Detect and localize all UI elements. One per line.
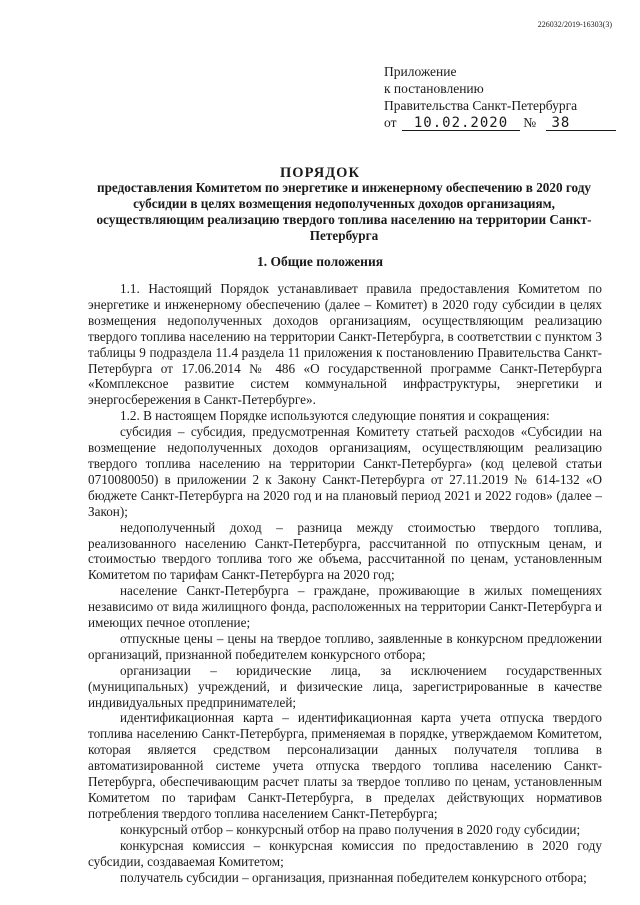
- appendix-line-2: к постановлению: [384, 81, 484, 96]
- paragraph: 1.1. Настоящий Порядок устанавливает правила предоставления Комитетом по энергетике и инженерному обеспечению (далее – Комитет) в 2020 году субсидии в целях возмещения недополученных доходов организациям, осуществляющим реализацию твердого топлива населению на территории Санкт-Петербурга, в соответствии с пунктом 3 таблицы 9 подраздела 11.4 раздела 11 приложения к постановлению Правительства Санкт-Петербурга от 17.06.2014 № 486 «О государственной программе Санкт-Петербурга «Комплексное развитие систем коммунальной инфраструктуры, энергетики и энергосбережения в Санкт-Петербурге».: [88, 281, 602, 408]
- paragraph: получатель субсидии – организация, признанная победителем конкурсного отбора;: [120, 869, 587, 885]
- paragraph: недополученный доход – разница между стоимостью твердого топлива, реализованного населению Санкт-Петербурга, рассчитанной по отпускным ценам, и стоимостью твердого топлива того же объема, рассчитанной по ценам, установленным Комитетом по тарифам Санкт-Петербурга на 2020 год;: [88, 519, 602, 583]
- document-subtitle: предоставления Комитетом по энергетике и инженерному обеспечению в 2020 году субсидии в целях возмещения недополученных доходов организациям, осуществляющим реализацию твердого топлива населению на территории Санкт-Петербурга: [96, 180, 592, 243]
- decree-date: 10.02.2020: [402, 116, 520, 131]
- document-body: [88, 281, 602, 885]
- paragraph: 1.2. В настоящем Порядке используются следующие понятия и сокращения:: [120, 408, 550, 424]
- document-title: ПОРЯДОК: [280, 165, 360, 181]
- paragraph: субсидия – субсидия, предусмотренная Комитету статьей расходов «Субсидии на возмещение недополученных доходов организациям, осуществляющим реализацию твердого топлива населению на территории Санкт-Петербурга» (код целевой статьи 0710080050) в приложении 2 к Закону Санкт-Петербурга от 27.11.2019 № 614-132 «О бюджете Санкт-Петербурга на 2020 год и на плановый период 2021 и 2022 годов» (далее – Закон);: [88, 424, 602, 519]
- number-prefix: №: [523, 115, 537, 130]
- paragraph: идентификационная карта – идентификационная карта учета отпуска твердого топлива населению Санкт-Петербурга, применяемая в порядке, утверждаемом Комитетом, которая является средством персонализации данных получателя топлива в автоматизированной системе учета отпуска твердого топлива населению Санкт-Петербурга, обеспечивающим расчет платы за твердое топливо по ценам, установленным Комитетом по тарифам Санкт-Петербурга, в пределах действующих нормативов потребления твердого топлива населением Санкт-Петербурга;: [88, 710, 602, 821]
- paragraph: конкурсный отбор – конкурсный отбор на право получения в 2020 году субсидии;: [120, 821, 581, 837]
- document-number: 226032/2019-16303(3): [537, 20, 612, 29]
- appendix-block: [384, 63, 616, 131]
- paragraph: конкурсная комиссия – конкурсная комиссия по предоставлению в 2020 году субсидии, создаваемая Комитетом;: [88, 837, 602, 869]
- date-prefix: от: [384, 115, 397, 130]
- paragraph: население Санкт-Петербурга – граждане, проживающие в жилых помещениях независимо от вида жилищного фонда, расположенных на территории Санкт-Петербурга и имеющих печное отопление;: [88, 583, 602, 631]
- paragraph: отпускные цены – цены на твердое топливо, заявленные в конкурсном предложении организаций, признанной победителем конкурсного отбора;: [88, 630, 602, 662]
- appendix-line-1: Приложение: [384, 64, 457, 79]
- appendix-line-3: Правительства Санкт-Петербурга: [384, 98, 578, 113]
- paragraph: организации – юридические лица, за исключением государственных (муниципальных) учреждений, и физические лица, зарегистрированные в качестве индивидуальных предпринимателей;: [88, 662, 602, 710]
- appendix-date-line: [384, 114, 616, 131]
- decree-number: 38: [546, 116, 616, 131]
- section-heading: 1. Общие положения: [256, 254, 384, 269]
